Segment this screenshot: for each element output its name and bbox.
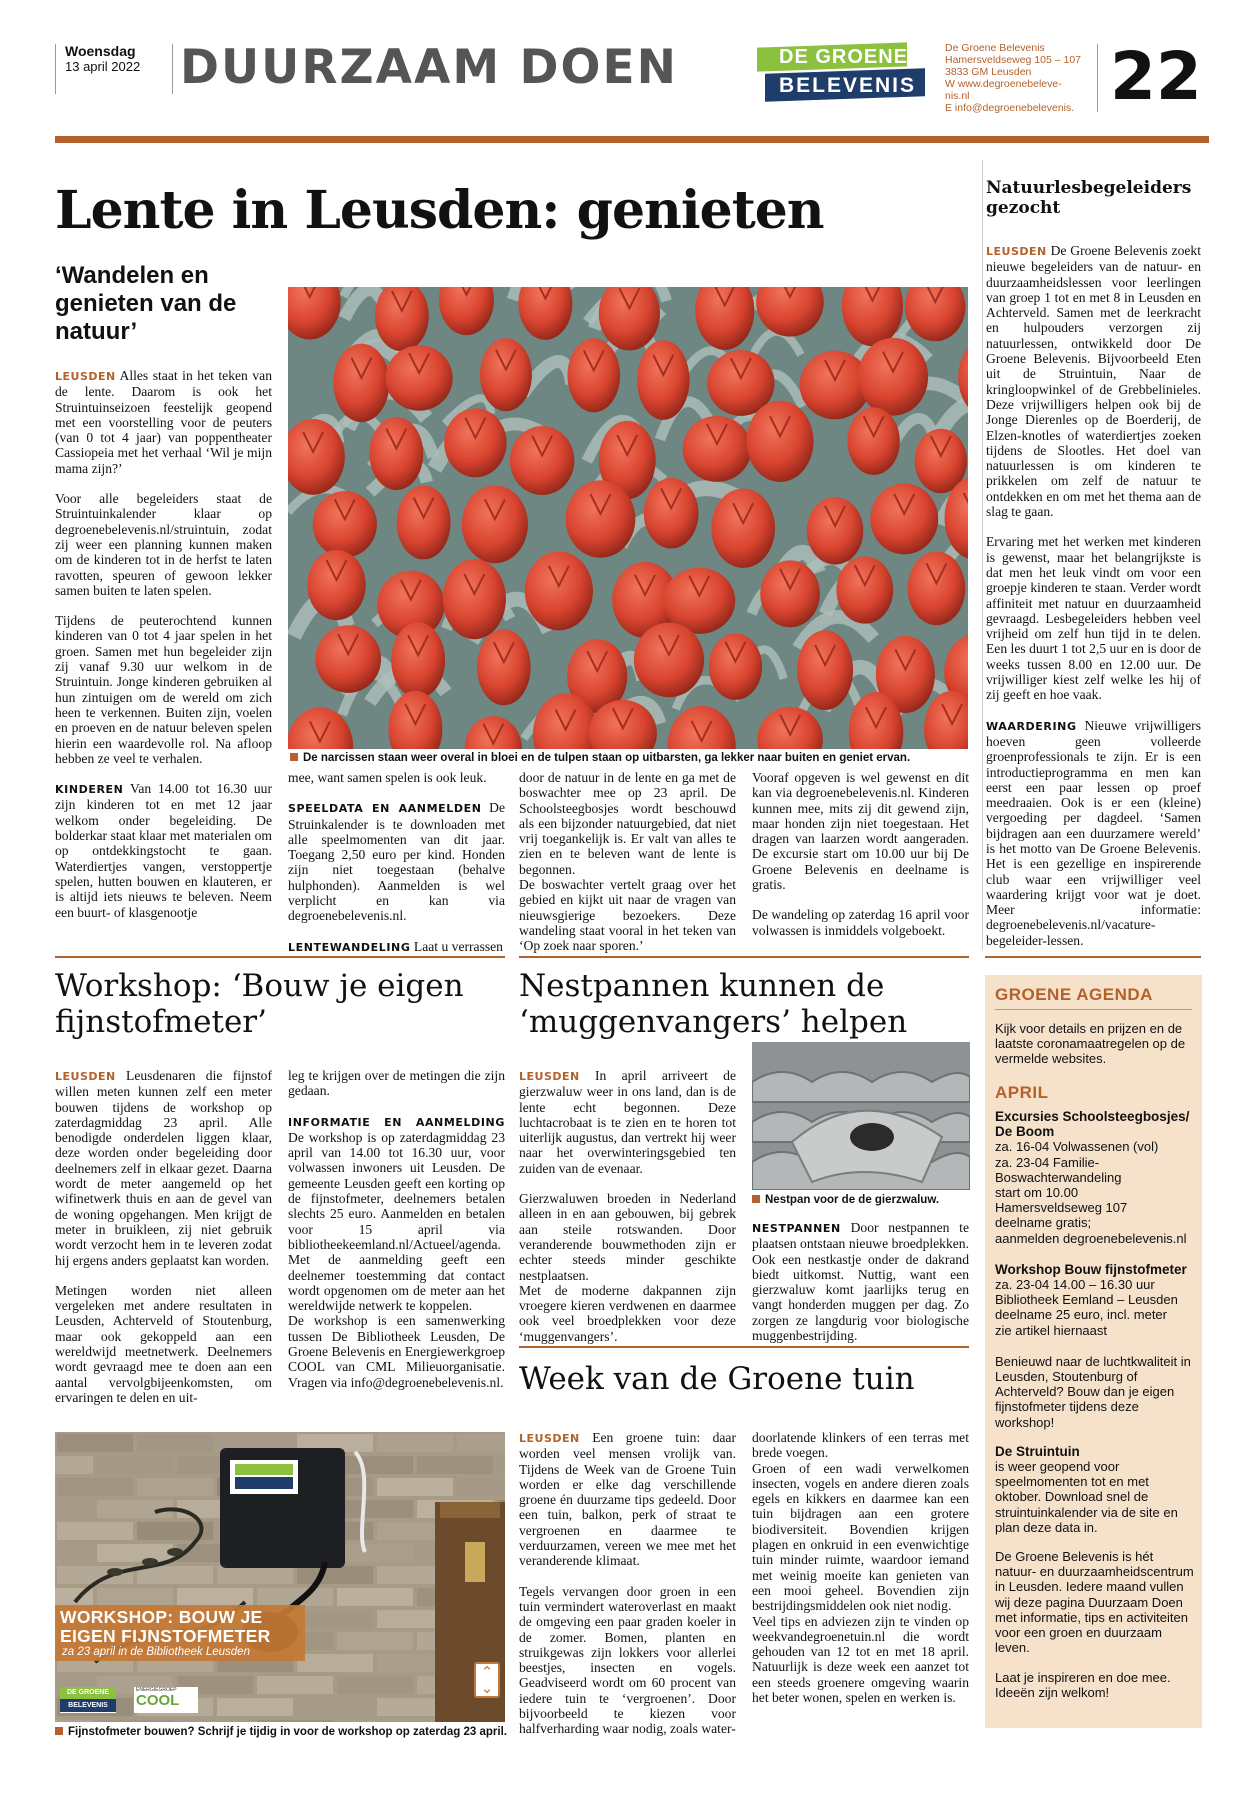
tulips-caption: De narcissen staan weer overal in bloei en de tulpen staan op uitbarsten, ga lekker naar buiten en geniet ervan. (290, 752, 980, 764)
workshop-title: Workshop: ‘Bouw je eigen fijnstofmeter’ (55, 968, 464, 1040)
fijnstof-photo (55, 1432, 505, 1722)
logo-top-text: DE GROENE (779, 46, 909, 68)
agenda-event-2: Workshop Bouw fijnstofmeter za. 23-04 14.00 – 16.30 uur Bibliotheek Eemland – Leusden deelname 25 euro, incl. meter zie artikel hiernaast (995, 1261, 1187, 1338)
rule-right (985, 956, 1201, 958)
tulips-photo (288, 287, 968, 749)
tulips-image (288, 287, 968, 749)
banner-title-2: EIGEN FIJNSTOFMETER (60, 1626, 271, 1646)
agenda-title: GROENE AGENDA (995, 985, 1153, 1004)
agenda-end: Laat je inspireren en doe mee. Ideeën zijn welkom! (995, 1669, 1171, 1700)
roof-tiles-image (752, 1042, 970, 1190)
banner-subtitle: za 23 april in de Bibliotheek Leusden (62, 1646, 250, 1658)
header-date: 13 april 2022 (65, 59, 141, 74)
nest-col1: LEUSDEN In april arriveert de gierzwaluw weer in ons land, dan is de lente echt begonnen. Deze luchtacrobaat is te zien en te horen tot uiterlijk augustus, dan vertrekt hij weer naar het overwinteringsgebied ten zuiden van de evenaar. Gierzwaluwen broeden in Nederland alleen in en aan gebouwen, bij gebrek aan steile rotswanden. Door veranderende bouwmethoden zijn er echter steeds minder geschikte nestplaatsen. Met de moderne dakpannen zijn vroegere kieren verdwenen en daarmee ook veel broedplekken voor deze ‘muggenvangers’. (519, 1068, 736, 1344)
agenda-month: APRIL (995, 1083, 1049, 1102)
sidebar-body: LEUSDEN De Groene Belevenis zoekt nieuwe begeleiders van de natuur- en duurzaamheidslessen voor leerlingen van groep 1 tot en met 8 in Leusden en Achterveld. Samen met de leerkracht en hulpouders verzorgen zij natuurlessen, ontwikkeld door De Groene Belevenis. Bijvoorbeeld Eten uit de Struintuin, Naar de kringloopwinkel of de Grebbelinieles. Deze vrijwilligers helpen ook bij de Jonge Dierenles op de Boerderij, de Elzen-knotles of waterdiertjes zoeken tijdens de Slootles. Het doel van natuurlessen is om kinderen te prikkelen om zelf de natuur te ontdekken en om met het thema aan de slag te gaan. Ervaring met het werken met kinderen is gewenst, maar het belangrijkste is dat men het leuk vindt om voor een groepje kinderen te staan. Verder wordt affiniteit met natuur en duurzaamheid gevraagd. Lesbegeleiders hebben veel vrijheid om zelf hun tijd in te delen. Een les duurt 1 tot 2,5 uur en is door de weeks tussen 8.00 en 12.00 uur. De vrijwilliger kiest zelf welke les hij of zij geeft en hoe vaak. WAARDERING Nieuwe vrijwilligers hoeven geen volleerde groenprofessionals te zijn. Er is een introductieprogramma en men kan eerst een paar lessen op proef meedraaien. Ook is er een (kleine) vergoeding per dagdeel. ‘Samen bijdragen aan een duurzamere wereld’ is het motto van De Groene Belevenis. Het is een gezellige en inspirerende club waar een vrijwilliger veel waardering krijgt voor wat je doet. Meer informatie: degroenebelevenis.nl/vacature-begeleider-lessen. (986, 243, 1201, 948)
nest-col2: NESTPANNEN Door nestpannen te plaatsen ontstaan nieuwe broedplekken. Ook een nestkastje onder de dakrand biedt uitkomst. Nuttig, want een gierzwaluw komt jaarlijks terug en vangt honderden muggen per dag. Zo zorgen ze langdurig voor biologische muggenbestrijding. (752, 1220, 969, 1344)
header-weekday: Woensdag (65, 43, 136, 59)
header-right-rule (1097, 44, 1098, 112)
section-title: DUURZAAM DOEN (180, 40, 678, 95)
cool-logo: ENERGIEGROEP COOL (134, 1687, 198, 1713)
page-number: 22 (1110, 38, 1202, 115)
week-title: Week van de Groene tuin (519, 1361, 915, 1397)
header-rule (55, 136, 1209, 143)
header-address: De Groene Belevenis Hamersveldseweg 105 – 107 3833 GM Leusden W www.degroenebeleve- nis.nl E info@degroenebelevenis. (945, 42, 1081, 114)
main-col4: Vooraf opgeven is wel gewenst en dit kan via degroenebelevenis.nl. Kinderen kunnen mee, mits zij dit gewend zijn, maar honden zijn niet toegestaan. Het dragen van laarzen wordt aangeraden. De excursie start om 10.00 uur bij De Groene Belevenis en deelname is gratis. De wandeling op zaterdag 16 april voor volwassen is inmiddels volgeboekt. (752, 770, 969, 938)
main-title: Lente in Leusden: genieten (55, 180, 824, 241)
agenda-event-1: Excursies Schoolsteegbosjes/ De Boom za. 16-04 Volwassenen (vol) za. 23-04 Familie-Boswachterwandeling start om 10.00 Hamersveldseweg 107 deelname gratis; aanmelden degroenebelevenis.nl (995, 1109, 1190, 1246)
agenda-event-2-text: Benieuwd naar de luchtkwaliteit in Leusden, Stoutenburg of Achterveld? Bouw dan je eigen fijnstofmeter tijdens deze workshop! (995, 1353, 1191, 1430)
fijnstof-caption: Fijnstofmeter bouwen? Schrijf je tijdig in voor de workshop op zaterdag 23 april. (55, 1726, 515, 1738)
nest-title: Nestpannen kunnen de ‘muggenvangers’ helpen (519, 968, 908, 1040)
agenda-belevenis: De Groene Belevenis is hét natuur- en duurzaamheidscentrum in Leusden. Iedere maand vullen wij deze pagina Duurzaam Doen met informatie, tips en activiteiten voor een groen en duurzaam leven. (995, 1549, 1194, 1656)
header-logo (757, 45, 925, 103)
main-subtitle: ‘Wandelen en genieten van de natuur’ (55, 262, 237, 345)
workshop-col2: leg te krijgen over de metingen die zijn gedaan. INFORMATIE EN AANMELDING De workshop is op zaterdagmiddag 23 april van 14.00 tot 16.30 uur, voor volwassen inwoners uit Leusden. De gemeente Leusden geeft een korting op de fijnstofmeter, deelnemers betalen slechts 25 euro. Aanmelden en betalen voor 15 april via bibliotheekeemland.nl/Actueel/agenda. Met de aanmelding geeft een deelnemer toestemming dat contact wordt opgenomen om de meter aan het wereldwijde netwerk te koppelen. De workshop is een samenwerking tussen De Bibliotheek Leusden, De Groene Belevenis en Energiewerkgroep COOL van CML Milieuorganisatie. Vragen via info@degroenebelevenis.nl. (288, 1068, 505, 1390)
week-rule (519, 1346, 969, 1348)
groene-agenda (985, 975, 1202, 1728)
main-col1: LEUSDEN Alles staat in het teken van de lente. Daarom is ook het Struintuinseizoen feestelijk geopend met een voorstelling voor de peuters (van 0 tot 4 jaar) van poppentheater Cassiopeia met het verhaal ‘Wil je mijn mama zijn?’ Voor alle begeleiders staat de Struintuinkalender klaar op degroenebelevenis.nl/struintuin, zodat zij weer een planning kunnen maken om de kinderen tot in de herfst te laten ravotten, speuren of gewoon lekker samen buiten te laten spelen. Tijdens de peuterochtend kunnen kinderen van 0 tot 4 jaar spelen in het groen. Samen met hun begeleider zijn zij vanaf 9.30 uur welkom in de Struintuin. Jonge kinderen gebruiken al hun zintuigen om de wereld om zich heen te verkennen. Buiten zijn, voelen en proeven en de natuur beleven spelen hierin een waardevolle rol. Na afloop hebben ze veel te verhalen. KINDEREN Van 14.00 tot 16.30 uur zijn kinderen tot en met 12 jaar welkom onder begeleiding. De bolderkar staat klaar met materialen om op ontdekkingstocht te gaan. Waterdiertjes vangen, verstoppertje spelen, hutten bouwen en klauteren, er is altijd iets nieuws te beleven. Neem een buurt- of klasgenootje (55, 368, 272, 920)
logo-bottom-text: BELEVENIS (779, 74, 917, 97)
banner-logo: DE GROENE BELEVENIS (60, 1687, 116, 1713)
sidebar-divider (982, 160, 983, 950)
agenda-intro: Kijk voor details en prijzen en de laatste coronamaatregelen op de vermelde websites. (995, 1021, 1186, 1067)
main-col3: door de natuur in de lente en ga met de boswachter mee op 23 april. De Schoolsteegbosjes wordt beschouwd als een bijzonder natuurgebied, dat niet vrij toegankelijk is. Er valt van alles te zien en te beleven want de lente is begonnen. De boswachter vertelt graag over het gebied en kijkt uit naar de vragen van nieuwsgierige bezoekers. Deze wandeling staat vooral in het teken van ‘Op zoek naar sporen.’ (519, 770, 736, 954)
header-mid-rule (172, 44, 173, 94)
rule-left (55, 956, 505, 958)
caption-square-icon (55, 1727, 63, 1735)
agenda-events (995, 1109, 1195, 1700)
week-col2: doorlatende klinkers of een terras met brede voegen. Groen of een wadi verwelkomen insecten, vogels en andere dieren zoals egels en kikkers en daarmee kan een tuin bijdragen aan een grotere biodiversiteit. Bovendien krijgen plagen en onkruid in een evenwichtige tuin minder ruimte, waardoor iemand met weinig moeite kan genieten van een mooi geheel. Bovendien zijn bestrijdingsmiddelen ook niet nodig. Veel tips en adviezen zijn te vinden op weekvandegroenetuin.nl die wordt gehouden van 12 tot en met 18 april. Natuurlijk is deze week een aanzet tot een steeds groenere omgeving waarin het beter wonen, spelen en werken is. (752, 1430, 969, 1706)
rule-mid (519, 956, 969, 958)
sidebar-title: Natuurlesbegeleiders gezocht (986, 178, 1192, 218)
agenda-title-rule (995, 1009, 1192, 1010)
main-col2: mee, want samen spelen is ook leuk. SPEELDATA EN AANMELDEN De Struinkalender is te downloaden met alle speelmomenten van dit jaar. Toegang 2,50 euro per kind. Honden zijn niet toegestaan (behalve hulphonden). Aanmelden is wel verplicht en kan via degroenebelevenis.nl. LENTEWANDELING Laat u verrassen (288, 770, 505, 954)
caption-square-icon (752, 1195, 760, 1203)
week-col1: LEUSDEN Een groene tuin: daar worden veel mensen vrolijk van. Tijdens de Week van de Groene Tuin worden er elke dag verschillende groene én duurzame tips gedeeld. Door een tuin, balkon, perk of straat te vergroenen en daarmee te verduurzamen, vereen we mee met het veranderende klimaat. Tegels vervangen door groen in een tuin vermindert wateroverlast en maakt de omgeving een paar graden koeler in de zomer. Bomen, planten en struikgewas zijn lokkers voor allerlei beestjes, insecten en vogels. Geadviseerd wordt om 60 procent van iedere tuin te ‘vergroenen’. Door bijvoorbeeld te kiezen voor halfverharding waar nodig, zoals water- (519, 1430, 736, 1737)
scroll-badge-icon: ⌃ ⌄ (474, 1662, 500, 1698)
nestpan-caption: Nestpan voor de de gierzwaluw. (752, 1194, 972, 1206)
brick-wall-image (55, 1432, 505, 1722)
banner-title-1: WORKSHOP: BOUW JE (60, 1607, 263, 1627)
header-left-rule (55, 44, 56, 94)
page-header (0, 0, 1252, 140)
agenda-event-3: De Struintuin is weer geopend voor speelmomenten tot en met oktober. Download snel de struintuinkalender via de site en plan deze data in. (995, 1443, 1178, 1535)
caption-square-icon (290, 753, 298, 761)
workshop-col1: LEUSDEN Leusdenaren die fijnstof willen meten kunnen zelf een meter bouwen tijdens de workshop op zaterdagmiddag 23 april. Alle benodigde onderdelen liggen klaar, deze worden onder begeleiding door deelnemers zelf in elkaar gezet. Daarna wordt de meter aangemeld op het wifinetwerk thuis en aan de gevel van de woning opgehangen. Men krijgt de meter in bruikleen, zij niet gebruik wordt verzocht hem in te leveren zodat hij ergens anders geplaatst kan worden. Metingen worden niet alleen vergeleken met andere resultaten in Leusden, Achterveld of Stoutenburg, maar ook gekoppeld aan een wereldwijd meetnetwerk. Deelnemers wordt gevraagd mee te doen aan een aantal vervolgbijeenkomsten, om ervaringen te delen en uit- (55, 1068, 272, 1405)
nestpan-photo (752, 1042, 970, 1190)
